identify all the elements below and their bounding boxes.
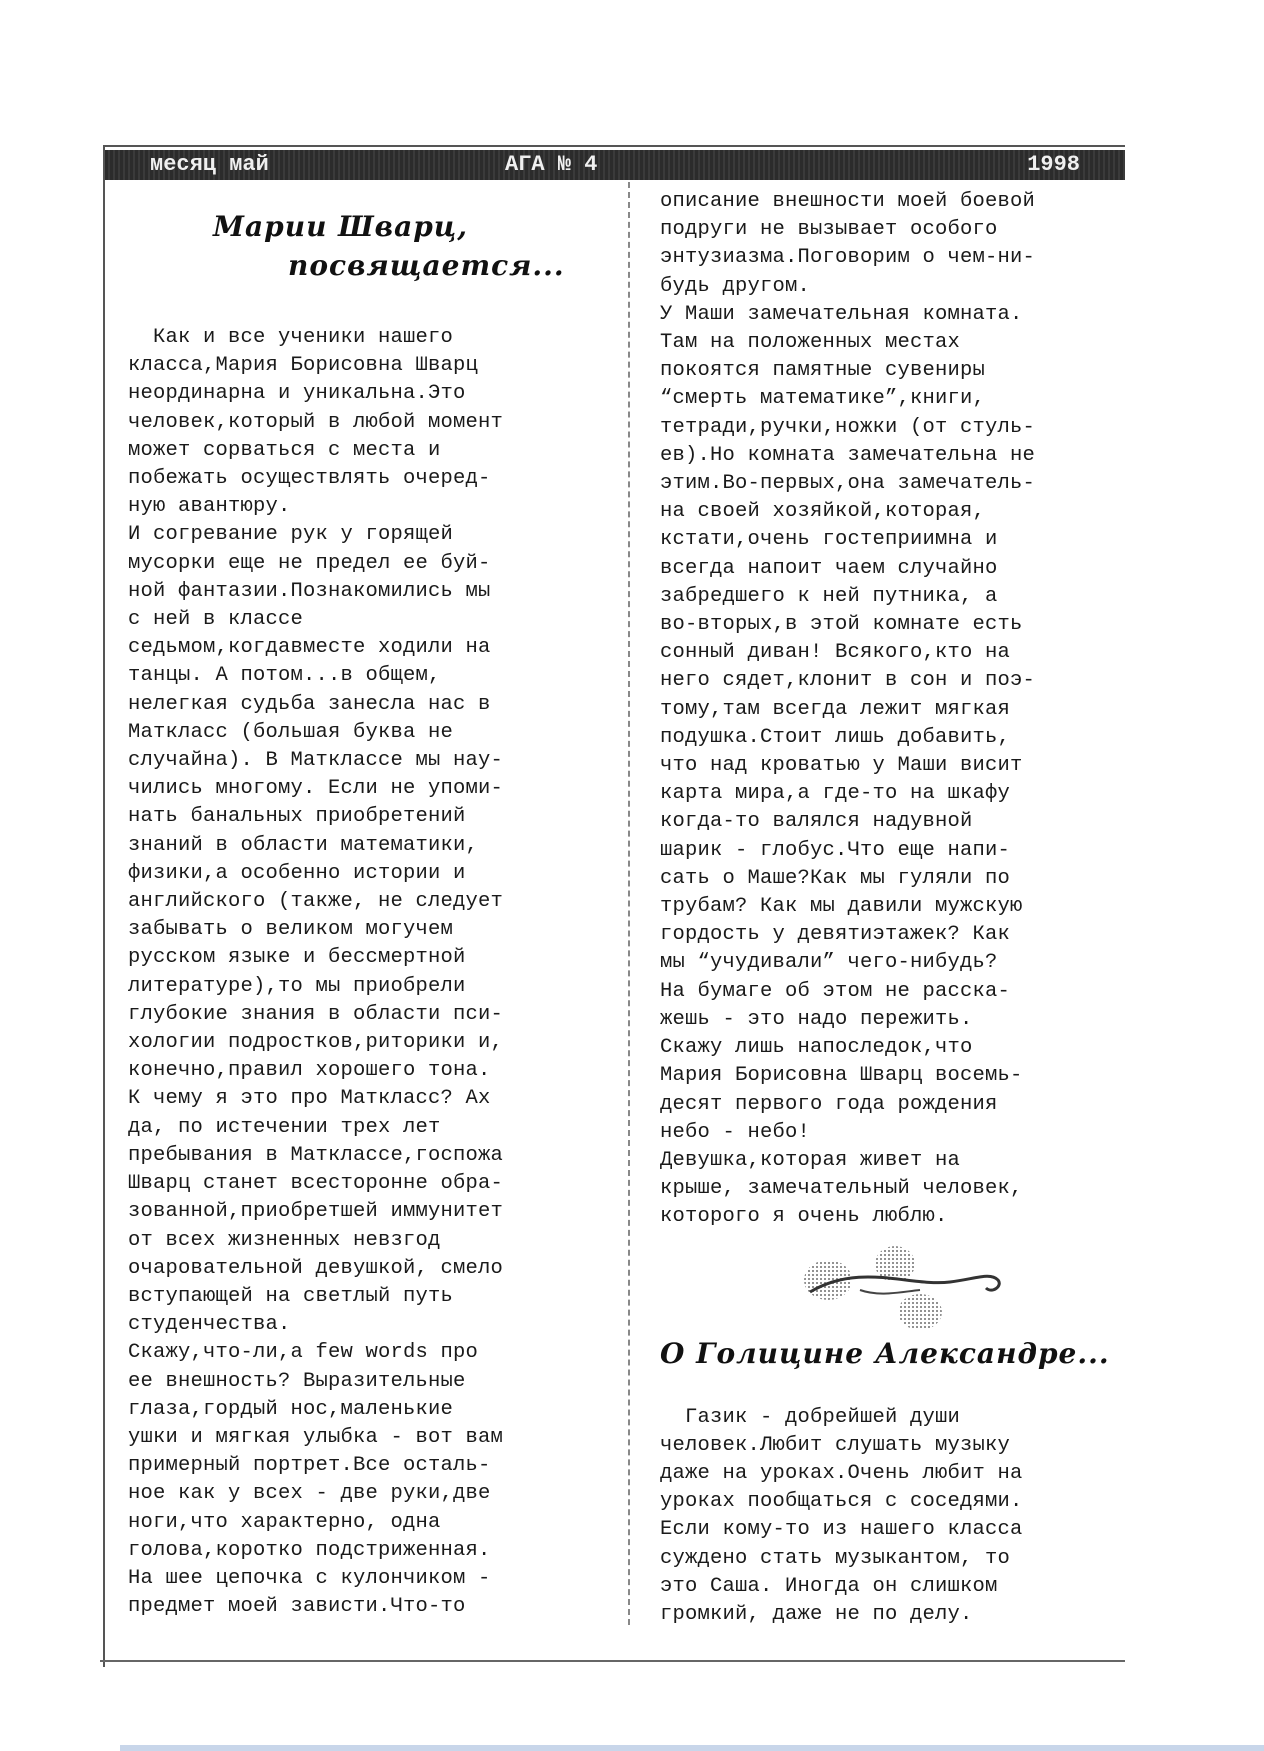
article2-body: Газик - добрейшей души человек.Любит слушать музыку даже на уроках.Очень любит на уроках пообщаться с соседями. Если кому-то из нашего класса суждено стать музыкантом, то это Саша. Иногда он слишком громкий, даже не по делу.	[660, 1405, 1023, 1626]
article-title-line2: посвящается...	[288, 249, 565, 282]
article-title-line1: Марии Шварц,	[213, 210, 469, 243]
scan-edge	[120, 1745, 1264, 1751]
right-column	[660, 188, 1110, 1629]
column-divider	[628, 182, 630, 1625]
bottom-rule	[100, 1660, 1125, 1662]
article-body-left: Как и все ученики нашего класса,Мария Борисовна Шварц неординарна и уникальна.Это человек,который в любой момент может сорваться с места и побежать осуществлять очеред- ную авантюру. И согревание рук у горящей мусорки еще не предел ее буй- ной фантазии.Познакомились мы с ней в классе седьмом,когдавместе ходили на танцы. А потом...в общем, нелегкая судьба занесла нас в Маткласс (большая буква не случайна). В Маткласcе мы нау- чились многому. Если не упоми- нать банальных приобретений знаний в области математики, физики,а особенно истории и английского (также, не следует забывать о великом могучем русском языке и бессмертной литературе),то мы приобрели глубокие знания в области пси- хологии подростков,риторики и, конечно,правил хорошего тона. К чему я это про Маткласс? Ах да, по истечении трех лет пребывания в Маткласcе,госпожа Шварц станет всесторонне обра- зованной,приобретшей иммунитет от всех жизненных невзгод очаровательной девушкой, смело вступающей на светлый путь студенчества. Скажу,что-ли,а few words про ее внешность? Выразительные глаза,гордый нос,маленькие ушки и мягкая улыбка - вот вам примерный портрет.Все осталь- ное как у всех - две руки,две ноги,что характерно, одна голова,коротко подстриженная. На шее цепочка с кулончиком - предмет моей зависти.Что-то	[128, 326, 504, 1619]
left-column	[128, 210, 598, 1621]
article2-title: О Голицине Александре...	[660, 1336, 1110, 1370]
header-year: 1998	[1027, 152, 1080, 177]
article-body-right: описание внешности моей боевой подруги не вызывает особого энтузиазма.Поговорим о чем-ни- будь другом. У Маши замечательная комната. Там на положенных местах покоятся памятные сувениры “смерть математике”,книги, тетради,ручки,ножки (от стуль- ев).Но комната замечательна не этим.Во-первых,она замечатель- на своей хозяйкой,которая, кстати,очень гостеприимна и всегда напоит чаем случайно забредшего к ней путника, а во-вторых,в этой комнате есть сонный диван! Всякого,кто на него сядет,клонит в сон и поэ- тому,там всегда лежит мягкая подушка.Стоит лишь добавить, что над кроватью у Маши висит карта мира,а где-то на шкафу когда-то валялся надувной шарик - глобус.Что еще напи- сать о Маше?Как мы гуляли по трубам? Как мы давили мужскую гордость у девятиэтажек? Как мы “учудивали” чего-нибудь? На бумаге об этом не расска- жешь - это надо пережить. Скажу лишь напоследок,что Мария Борисовна Шварц восемь- десят первого года рождения небо - небо! Девушка,которая живет на крыше, замечательный человек, которого я очень люблю.	[660, 190, 1036, 1229]
newspaper-header	[105, 150, 1125, 180]
header-issue: АГА № 4	[505, 152, 598, 177]
header-month: месяц май	[150, 152, 269, 177]
leaf-ornament-icon	[800, 1242, 1010, 1337]
